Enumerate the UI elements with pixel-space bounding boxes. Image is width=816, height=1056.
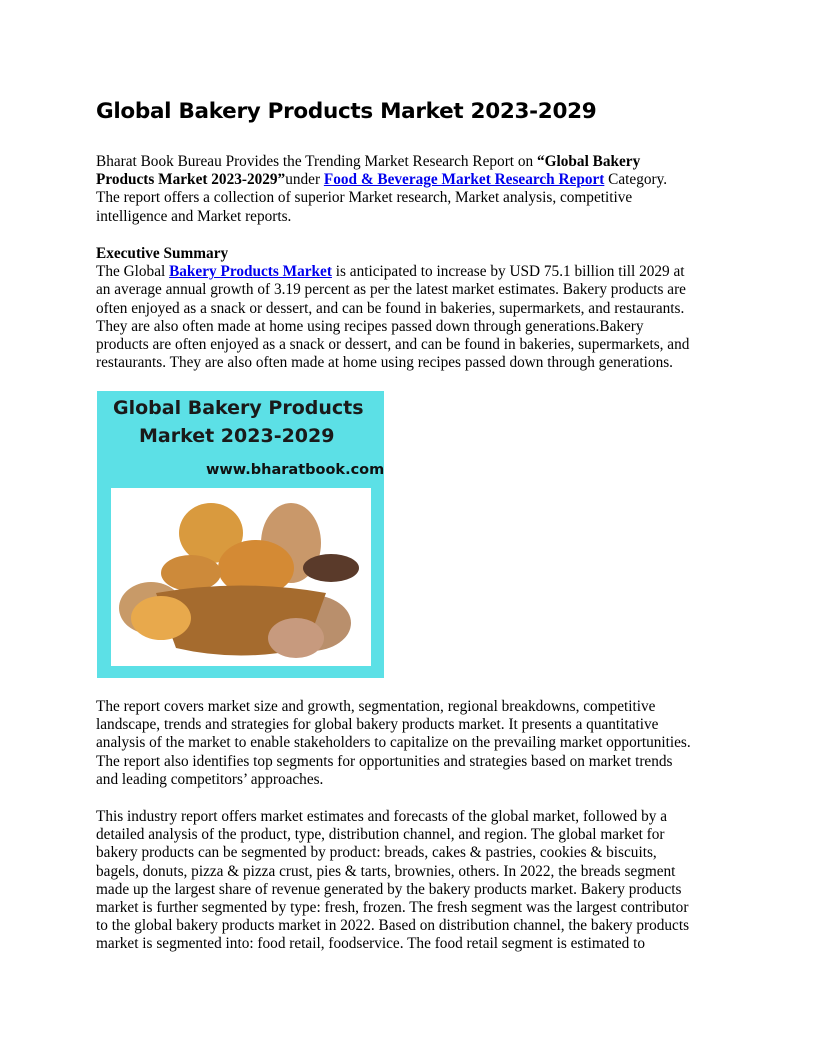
- text-line: [96, 844, 689, 862]
- bakery-basket-photo: [111, 488, 371, 666]
- text-line: [96, 208, 667, 226]
- text-line: [96, 281, 689, 299]
- bold-text: “Global Bakery: [536, 153, 641, 170]
- page-title: Global Bakery Products Market 2023-2029: [96, 99, 597, 124]
- text-segment: under: [285, 171, 324, 189]
- text-line: [96, 189, 667, 207]
- text-line: [96, 771, 691, 789]
- text-line: [96, 808, 689, 826]
- text-segment: This industry report offers market estimates and forecasts of the global market, followed by a: [96, 808, 668, 825]
- text-line: [96, 826, 689, 844]
- text-line: [96, 153, 667, 171]
- text-segment: analysis of the market to enable stakeholders to capitalize on the prevailing market opportunities.: [96, 734, 691, 752]
- text-segment: landscape, trends and strategies for global bakery products market. It presents a quantitative: [96, 716, 659, 734]
- text-segment: The Global: [96, 263, 170, 281]
- text-segment: bakery products can be segmented by product: breads, cakes & pastries, cookies & biscuits,: [96, 844, 657, 862]
- intro-paragraph: [96, 153, 667, 226]
- text-segment: intelligence and Market reports.: [96, 207, 292, 225]
- text-segment: bagels, donuts, pizza & pizza crust, pies & tarts, brownies, others. In 2022, the breads segment: [96, 862, 676, 880]
- segmentation-paragraph: [96, 808, 689, 954]
- text-line: [96, 354, 689, 372]
- text-line: [96, 899, 689, 917]
- text-segment: The report offers a collection of superior Market research, Market analysis, competitive: [96, 189, 633, 207]
- executive-summary: [96, 245, 689, 372]
- text-segment: to the global bakery products market in 2022. Based on distribution channel, the bakery products: [96, 917, 690, 935]
- cover-title-line1: Global Bakery Products: [113, 397, 364, 419]
- text-line: [96, 698, 691, 716]
- report-link[interactable]: Bakery Products Market: [169, 263, 332, 281]
- text-line: [96, 171, 667, 189]
- text-segment: Category.: [604, 171, 668, 189]
- text-segment: and leading competitors’ approaches.: [96, 770, 324, 788]
- report-cover-image: [97, 391, 384, 678]
- text-segment: restaurants. They are also often made at home using recipes passed down through generations.: [96, 354, 674, 372]
- text-line: [96, 245, 689, 263]
- text-segment: is anticipated to increase by USD 75.1 billion till 2029 at: [331, 263, 685, 281]
- text-line: [96, 863, 689, 881]
- text-line: [96, 716, 691, 734]
- cover-url: www.bharatbook.com: [206, 462, 385, 478]
- text-line: [96, 300, 689, 318]
- text-line: [96, 753, 691, 771]
- bold-text: Executive Summary: [96, 245, 229, 262]
- text-segment: products are often enjoyed as a snack or dessert, and can be found in bakeries, supermarkets, and: [96, 335, 690, 353]
- text-segment: The report also identifies top segments for opportunities and strategies based on market trends: [96, 752, 673, 770]
- text-line: [96, 935, 689, 953]
- text-segment: detailed analysis of the product, type, distribution channel, and region. The global market for: [96, 826, 665, 844]
- text-line: [96, 263, 689, 281]
- text-line: [96, 881, 689, 899]
- text-segment: an average annual growth of 3.19 percent as per the latest market estimates. Bakery products are: [96, 281, 686, 299]
- report-link[interactable]: Food & Beverage Market Research Report: [323, 171, 605, 189]
- cover-title-line2: Market 2023-2029: [139, 425, 335, 447]
- text-segment: Bharat Book Bureau Provides the Trending Market Research Report on: [96, 153, 537, 170]
- text-line: [96, 917, 689, 935]
- text-segment: market is segmented into: food retail, foodservice. The food retail segment is estimated to: [96, 935, 645, 953]
- bold-text: Products Market 2023-2029”: [96, 171, 286, 189]
- text-line: [96, 734, 691, 752]
- market-coverage-paragraph: [96, 698, 691, 789]
- text-segment: often enjoyed as a snack or dessert, and can be found in bakeries, supermarkets, and restaurants.: [96, 299, 685, 317]
- text-line: [96, 318, 689, 336]
- text-segment: market is further segmented by type: fresh, frozen. The fresh segment was the largest contributor: [96, 898, 689, 916]
- text-line: [96, 336, 689, 354]
- text-segment: The report covers market size and growth, segmentation, regional breakdowns, competitive: [96, 698, 656, 715]
- text-segment: They are also often made at home using recipes passed down through generations.Bakery: [96, 317, 644, 335]
- text-segment: made up the largest share of revenue generated by the bakery products market. Bakery products: [96, 880, 682, 898]
